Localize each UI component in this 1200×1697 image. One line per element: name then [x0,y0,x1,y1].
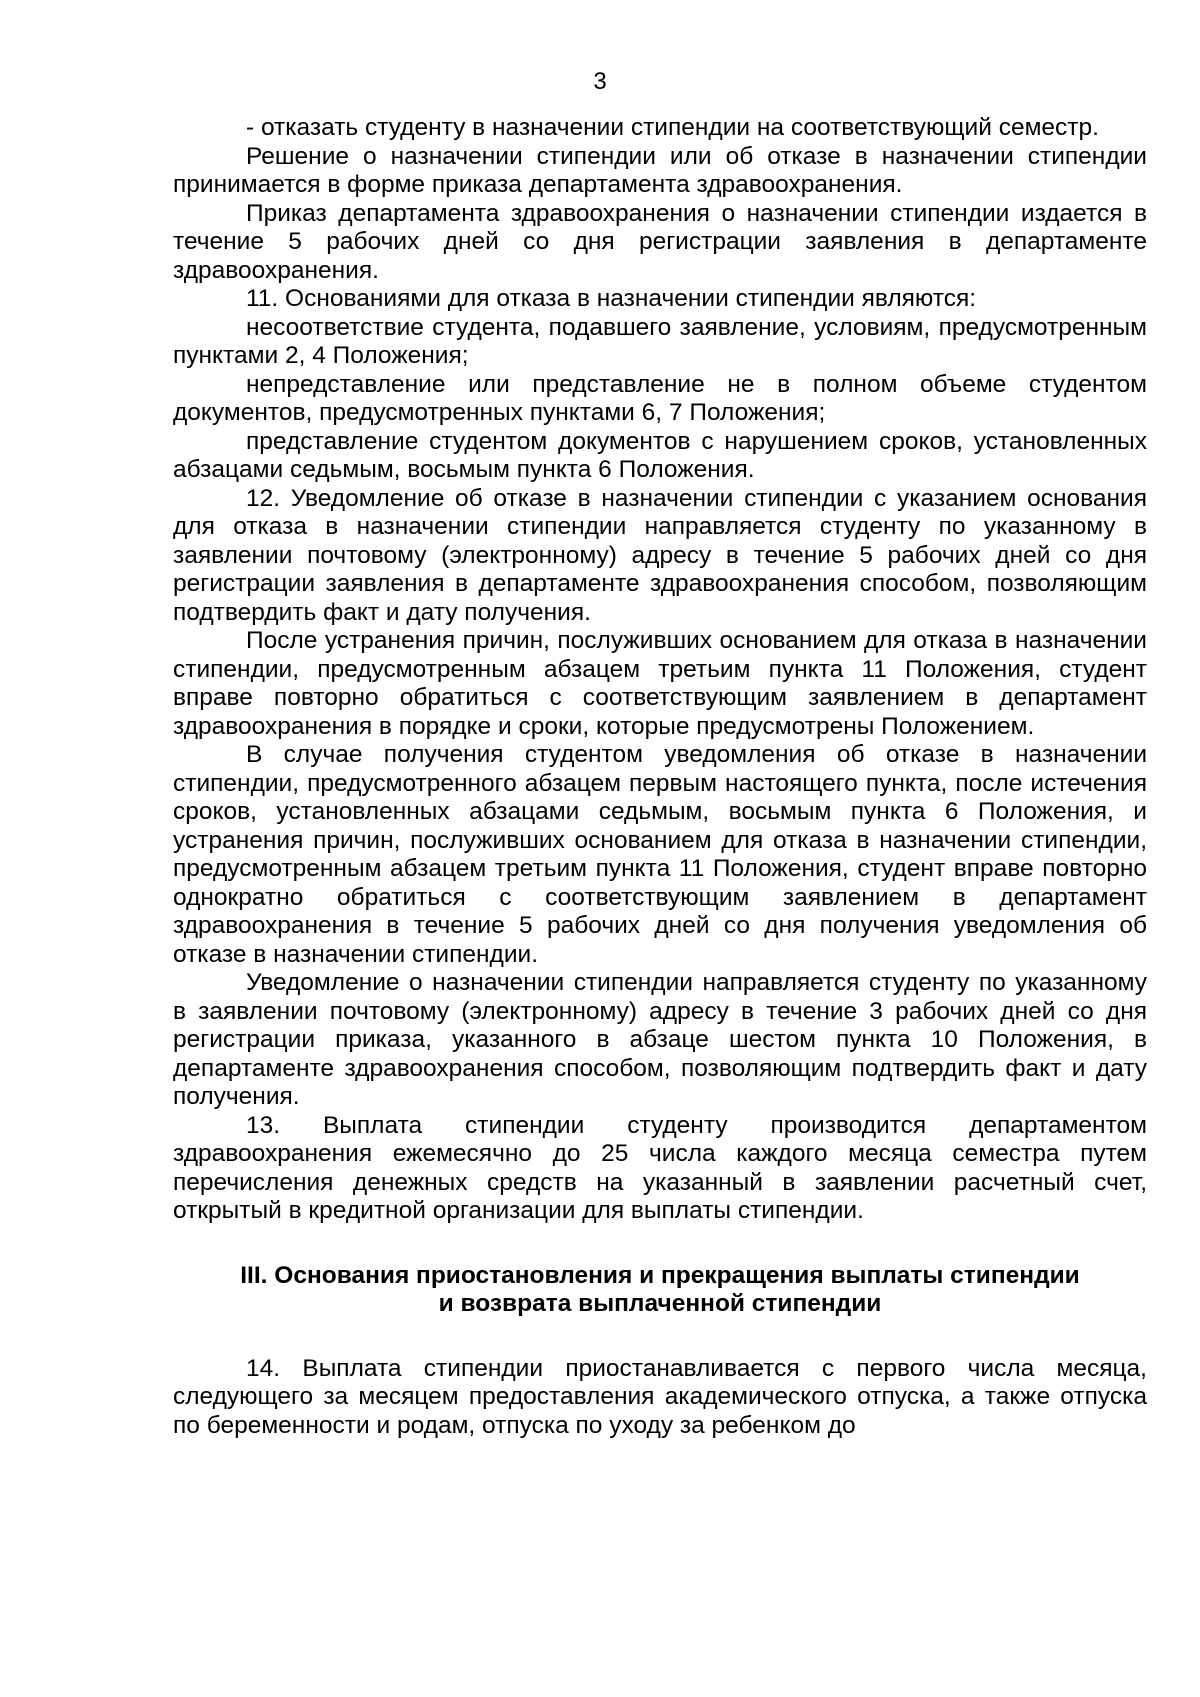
section-heading-line: III. Основания приостановления и прекращения выплаты стипендии [240,1261,1080,1289]
paragraph: Приказ департамента здравоохранения о назначении стипендии издается в течение 5 рабочих дней со дня регистрации заявления в департаменте здравоохранения. [173,199,1147,284]
paragraph: 11. Основаниями для отказа в назначении стипендии являются: [246,285,977,312]
paragraph: - отказать студенту в назначении стипендии на соответствующий семестр. [246,114,1099,141]
paragraph: непредставление или представление не в полном объеме студентом документов, предусмотренных пунктами 6, 7 Положения; [173,370,1147,426]
paragraph: Уведомление о назначении стипендии направляется студенту по указанному в заявлении почтовому (электронному) адресу в течение 3 рабочих дней со дня регистрации приказа, указанного в абзаце шестом пункта 10 Положения, в департаменте здравоохранения способом, позволяющим подтвердить факт и дату получения. [173,969,1147,1110]
document-body [173,114,1147,1440]
page-number: 3 [593,68,607,95]
paragraph: 14. Выплата стипендии приостанавливается с первого числа месяца, следующего за месяцем предоставления академического отпуска, а также отпуска по беременности и родам, отпуска по уходу за ребенком до [173,1354,1147,1439]
paragraph: несоответствие студента, подавшего заявление, условиям, предусмотренным пунктами 2, 4 Положения; [173,313,1147,369]
paragraph: В случае получения студентом уведомления об отказе в назначении стипендии, предусмотренного абзацем первым настоящего пункта, после истечения сроков, установленных абзацами седьмым, восьмым пункта 6 Положения, и устранения причин, послуживших основанием для отказа в назначении стипендии, предусмотренным абзацем третьим пункта 11 Положения, студент вправе повторно однократно обратиться с соответствующим заявлением в департамент здравоохранения в течение 5 рабочих дней со дня получения уведомления об отказе в назначении стипендии. [173,741,1147,968]
paragraph: Решение о назначении стипендии или об отказе в назначении стипендии принимается в форме приказа департамента здравоохранения. [173,142,1147,198]
paragraph: представление студентом документов с нарушением сроков, установленных абзацами седьмым, восьмым пункта 6 Положения. [173,427,1147,483]
section-heading [173,1262,1147,1319]
section-heading-line: и возврата выплаченной стипендии [438,1290,882,1317]
paragraph: 12. Уведомление об отказе в назначении стипендии с указанием основания для отказа в назначении стипендии направляется студенту по указанному в заявлении почтовому (электронному) адресу в течение 5 рабочих дней со дня регистрации заявления в департаменте здравоохранения способом, позволяющим подтвердить факт и дату получения. [173,484,1147,626]
paragraph: 13. Выплата стипендии студенту производится департаментом здравоохранения ежемесячно до 25 числа каждого месяца семестра путем перечисления денежных средств на указанный в заявлении расчетный счет, открытый в кредитной организации для выплаты стипендии. [173,1111,1147,1224]
paragraph: После устранения причин, послуживших основанием для отказа в назначении стипендии, предусмотренным абзацем третьим пункта 11 Положения, студент вправе повторно обратиться с соответствующим заявлением в департамент здравоохранения в порядке и сроки, которые предусмотрены Положением. [173,627,1147,740]
